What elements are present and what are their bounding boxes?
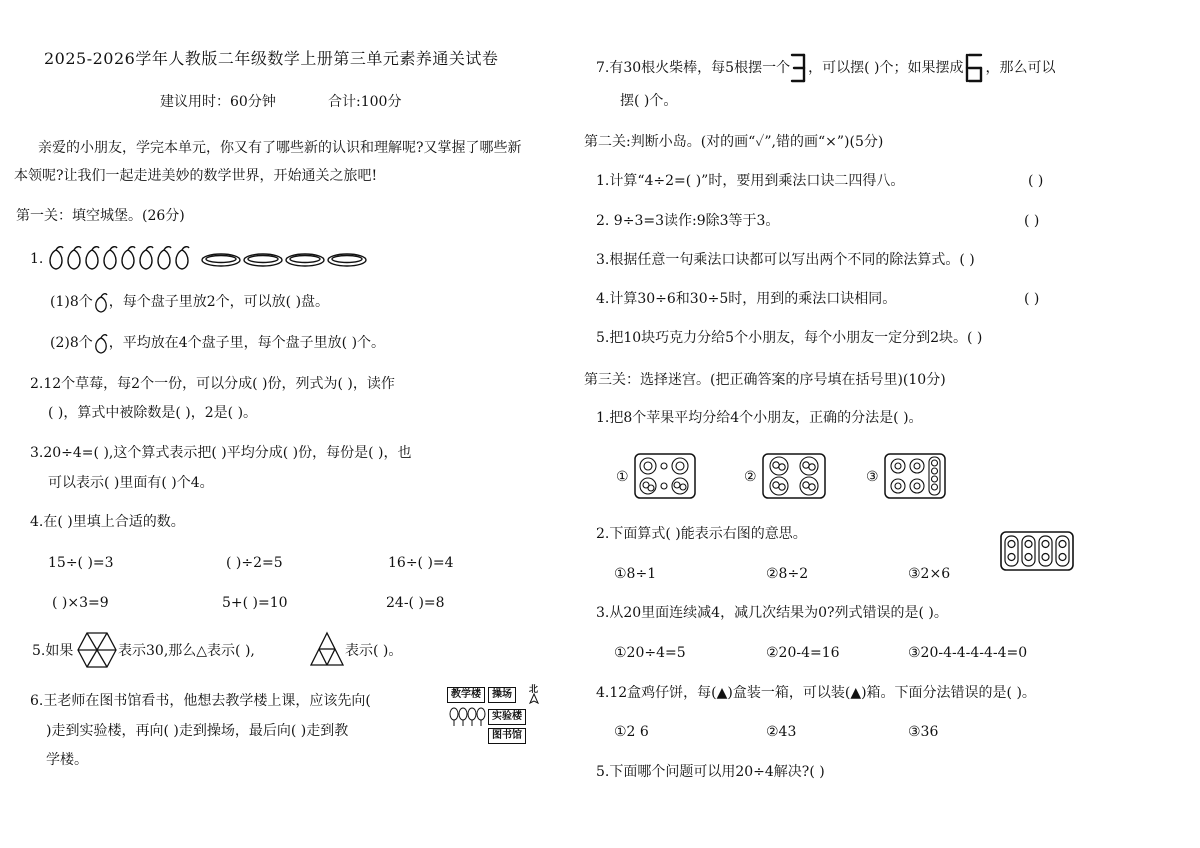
q4-item: 15÷( )=3 xyxy=(48,555,114,571)
q3-line-2: 可以表示( )里面有( )个4。 xyxy=(48,475,214,491)
choice-q2-opt: ②8÷2 xyxy=(766,566,809,582)
choice-q2: 2.下面算式( )能表示右图的意思。 xyxy=(596,526,807,542)
choice-q3-opt: ③20-4-4-4-4-4=0 xyxy=(908,645,1028,661)
choice-q1-opt-2: ② xyxy=(744,469,757,485)
peach-icon xyxy=(176,247,189,269)
map-teaching-building: 教学楼 xyxy=(447,687,485,703)
triangle-figure-icon xyxy=(310,632,344,666)
plate-icon xyxy=(286,254,324,266)
peach-icon xyxy=(86,247,99,269)
trees-icon xyxy=(449,707,485,727)
judge-blank: ( ) xyxy=(1024,213,1040,229)
part3-heading: 第三关：选择迷宫。(把正确答案的序号填在括号里)(10分) xyxy=(584,372,946,388)
judge-item: 4.计算30÷6和30÷5时，用到的乘法口诀相同。 xyxy=(596,291,897,307)
map-library: 图书馆 xyxy=(488,728,526,744)
four-groups-figure xyxy=(1000,531,1074,571)
part1-heading: 第一关：填空城堡。(26分) xyxy=(16,208,185,224)
intro-line-2: 本领呢?让我们一起走进美妙的数学世界，开始通关之旅吧! xyxy=(14,168,378,184)
plate-icon xyxy=(244,254,282,266)
q1-2-suffix: ，平均放在4个盘子里，每个盘子里放( )个。 xyxy=(108,335,386,351)
judge-blank: ( ) xyxy=(1024,291,1040,307)
q7-line-1 xyxy=(596,52,1055,84)
choice-q1-opt-1: ① xyxy=(616,469,629,485)
plate-icon xyxy=(328,254,366,266)
q1-2-prefix: (2)8个 xyxy=(50,335,93,351)
q7-line-2: 摆( )个。 xyxy=(620,93,678,109)
q1-2 xyxy=(50,333,385,353)
q4-item: 5+( )=10 xyxy=(222,595,288,611)
peach-icon xyxy=(68,247,81,269)
peach-icon xyxy=(122,247,135,269)
matchstick-digit-3-icon xyxy=(790,52,808,84)
choice-q3: 3.从20里面连续减4，减几次结果为0?列式错误的是( )。 xyxy=(596,605,948,621)
q4-item: 24-( )=8 xyxy=(386,595,445,611)
total-score: 合计:100分 xyxy=(328,94,402,110)
choice-q4-opt: ①2 6 xyxy=(614,724,649,740)
q7-middle: ，可以摆( )个；如果摆成 xyxy=(808,60,964,76)
judge-blank: ( ) xyxy=(1028,173,1044,189)
q5-suffix: 表示( )。 xyxy=(345,643,403,659)
judge-item: 3.根据任意一句乘法口诀都可以写出两个不同的除法算式。( ) xyxy=(596,252,975,268)
q6-line-3: 学楼。 xyxy=(46,752,88,768)
peach-icon xyxy=(158,247,171,269)
matchstick-digit-6-icon xyxy=(963,52,985,84)
q7-prefix: 7.有30根火柴棒，每5根摆一个 xyxy=(596,60,791,76)
page-title: 2025-2026学年人教版二年级数学上册第三单元素养通关试卷 xyxy=(44,49,499,68)
q2-line-2: ( )，算式中被除数是( )，2是( )。 xyxy=(48,405,258,421)
apple-box-option-3 xyxy=(884,453,946,499)
choice-q1-opt-3: ③ xyxy=(866,469,879,485)
q1-1-suffix: ，每个盘子里放2个，可以放( )盘。 xyxy=(108,294,330,310)
map-lab-building: 实验楼 xyxy=(488,709,526,725)
judge-item: 5.把10块巧克力分给5个小朋友，每个小朋友一定分到2块。( ) xyxy=(596,330,983,346)
north-arrow-icon xyxy=(529,694,539,704)
peach-icon xyxy=(93,292,109,312)
q1-1-prefix: (1)8个 xyxy=(50,294,93,310)
map-playground: 操场 xyxy=(488,687,516,703)
intro-line-1: 亲爱的小朋友，学完本单元，你又有了哪些新的认识和理解呢?又掌握了哪些新 xyxy=(38,140,522,156)
peach-icon xyxy=(104,247,117,269)
choice-q4: 4.12盒鸡仔饼，每(▲)盒装一箱，可以装(▲)箱。下面分法错误的是( )。 xyxy=(596,685,1036,701)
choice-q5: 5.下面哪个问题可以用20÷4解决?( ) xyxy=(596,764,825,780)
choice-q4-opt: ②43 xyxy=(766,724,797,740)
peach-icon xyxy=(50,247,63,269)
choice-q2-opt: ③2×6 xyxy=(908,566,951,582)
apple-box-option-2 xyxy=(762,453,826,499)
choice-q4-opt: ③36 xyxy=(908,724,939,740)
q4-item: ( )×3=9 xyxy=(52,595,109,611)
hexagon-icon xyxy=(78,632,116,668)
judge-item: 2. 9÷3=3读作:9除3等于3。 xyxy=(596,213,780,229)
q1-1 xyxy=(50,292,329,312)
choice-q1: 1.把8个苹果平均分给4个小朋友，正确的分法是( )。 xyxy=(596,410,923,426)
q2-line-1: 2.12个草莓，每2个一份，可以分成( )份，列式为( )，读作 xyxy=(30,376,395,392)
choice-q3-opt: ②20-4=16 xyxy=(766,645,840,661)
peach-icon xyxy=(93,333,109,353)
choice-q3-opt: ①20÷4=5 xyxy=(614,645,686,661)
judge-item: 1.计算“4÷2=( )”时，要用到乘法口诀二四得八。 xyxy=(596,173,905,189)
part2-heading: 第二关:判断小岛。(对的画“✓”,错的画“×”)(5分) xyxy=(584,134,884,150)
q4-heading: 4.在( )里填上合适的数。 xyxy=(30,514,185,530)
map-north-label: 北 xyxy=(529,685,539,695)
peach-icon xyxy=(140,247,153,269)
choice-q2-opt: ①8÷1 xyxy=(614,566,657,582)
q6-line-1: 6.王老师在图书馆看书，他想去教学楼上课，应该先向( xyxy=(30,693,371,709)
apple-box-option-1 xyxy=(634,453,696,499)
q4-item: ( )÷2=5 xyxy=(226,555,283,571)
peaches-and-plates-figure xyxy=(46,244,376,274)
q6-line-2: )走到实验楼，再向( )走到操场，最后向( )走到教 xyxy=(46,723,349,739)
q3-line-1: 3.20÷4=( ),这个算式表示把( )平均分成( )份，每份是( )，也 xyxy=(30,445,412,461)
q5-middle: 表示30,那么△表示( ), xyxy=(118,643,255,659)
q4-item: 16÷( )=4 xyxy=(388,555,454,571)
q1-number: 1. xyxy=(30,251,44,267)
q5-prefix: 5.如果 xyxy=(32,643,74,659)
q7-suffix: ，那么可以 xyxy=(985,60,1056,76)
suggested-time: 建议用时：60分钟 xyxy=(160,94,276,110)
plate-icon xyxy=(202,254,240,266)
